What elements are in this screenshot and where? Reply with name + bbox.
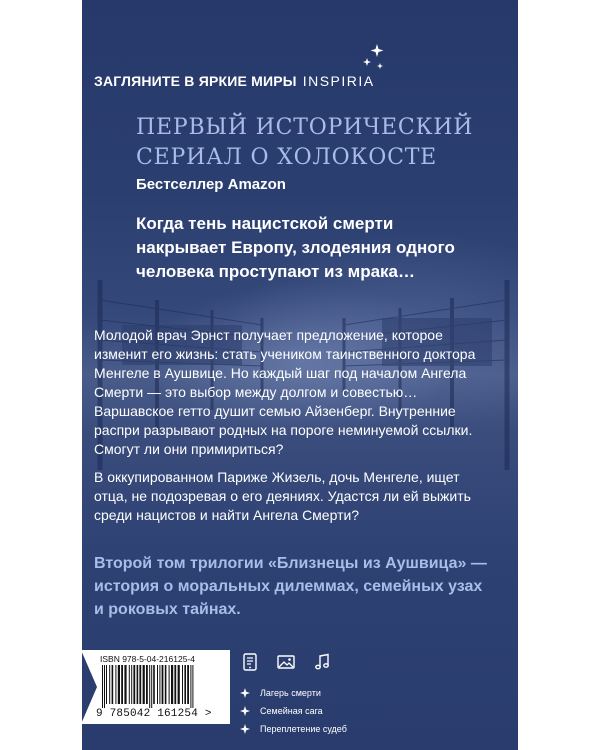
barcode-bar [137, 665, 139, 704]
ebook-icon [240, 652, 260, 672]
closing-line: и роковых тайнах. [94, 601, 241, 618]
paragraph-line: Молодой врач Эрнст получает предложение, которое [94, 327, 443, 343]
intro-line: Когда тень нацистской смерти [136, 214, 394, 233]
brand-tagline: ЗАГЛЯНИТЕ В ЯРКИЕ МИРЫ [94, 73, 297, 89]
sparkle-icon [240, 688, 250, 698]
music-note-icon [312, 652, 332, 672]
intro-line: накрывает Европу, злодеяния одного [136, 238, 455, 257]
back-cover [82, 0, 518, 750]
barcode-bar [190, 665, 191, 708]
barcode-block [82, 650, 230, 724]
paragraph-line: распри разрывают родных на пороге неминуемой ссылки. [94, 422, 473, 438]
paragraph-line: Смогут ли они примириться? [94, 441, 284, 457]
paragraph-line: Менгеле в Аушвице. Но каждый шаг под началом Ангела [94, 365, 467, 381]
synopsis-paragraph-1 [94, 326, 514, 402]
synopsis-paragraph-3 [94, 468, 514, 525]
inspiria-logo: INSPIRIA [302, 73, 375, 89]
sparkle-icon [240, 724, 250, 734]
tag-item [240, 684, 347, 702]
barcode-bar [162, 665, 164, 704]
sparkle-stars-icon [362, 44, 386, 72]
tag-item [240, 720, 347, 738]
paragraph-line: В оккупированном Париже Жизель, дочь Менгеле, ищет [94, 469, 460, 485]
barcode-bar [192, 665, 193, 708]
closing-line: Второй том трилогии «Близнецы из Аушвица» — [94, 555, 487, 572]
closing-line: история о моральных дилеммах, семейных узах [94, 578, 483, 595]
barcode-bar [118, 665, 120, 704]
intro-line: человека проступают из мрака… [136, 262, 415, 281]
paragraph-line: Смерти — это выбор между долгом и совестью… [94, 384, 418, 400]
barcode-bar [102, 665, 103, 708]
barcode-bar [149, 665, 150, 708]
barcode-bar [109, 665, 110, 704]
bestseller-label: Бестселлер Amazon [136, 176, 286, 193]
intro-blurb [136, 212, 516, 284]
paragraph-line: изменит его жизнь: стать учеником таинственного доктора [94, 346, 476, 362]
barcode-bar [112, 665, 114, 704]
tag-label: Семейная сага [260, 706, 323, 716]
synopsis-paragraph-2 [94, 402, 514, 459]
barcode-bar [171, 665, 173, 704]
barcode-bar [151, 665, 152, 708]
barcode-bar [121, 665, 123, 704]
barcode-bar [115, 665, 116, 704]
closing-statement [94, 552, 514, 621]
sparkle-icon [240, 706, 250, 716]
barcode-bar [131, 665, 132, 704]
barcode-bar [178, 665, 180, 704]
tag-label: Лагерь смерти [260, 688, 321, 698]
isbn-text: ISBN 978-5-04-216125-4 [100, 654, 195, 664]
barcode-bar [182, 665, 183, 704]
barcode-bar [184, 665, 186, 704]
genre-tags [240, 684, 347, 738]
barcode-bar [133, 665, 135, 704]
image-icon [276, 652, 296, 672]
barcode-bar [129, 665, 130, 704]
tag-label: Переплетение судеб [260, 724, 347, 734]
barcode-bar [139, 665, 141, 704]
barcode-bar [169, 665, 170, 704]
barcode-number: 9 785042 161254 > [96, 708, 212, 720]
tag-item [240, 702, 347, 720]
paragraph-line: отца, не подозревая о его деяниях. Удастся ли ей выжить [94, 488, 471, 504]
barcode-bar [153, 665, 155, 704]
barcode-bar [157, 665, 158, 704]
barcode-notch [82, 650, 97, 724]
barcode-bar [165, 665, 167, 704]
barcode-bar [146, 665, 148, 704]
barcode-bar [143, 665, 145, 704]
headline-line-2: СЕРИАЛ О ХОЛОКОСТЕ [136, 145, 438, 170]
barcode-bars [100, 665, 220, 708]
series-headline [136, 113, 473, 173]
barcode-bar [106, 665, 107, 704]
barcode-bar [174, 665, 176, 704]
barcode-bar [159, 665, 160, 704]
barcode-bar [124, 665, 126, 704]
barcode-bar [187, 665, 189, 704]
publisher-brand [94, 73, 375, 89]
paragraph-line: среди нацистов и найти Ангела Смерти? [94, 507, 360, 523]
headline-line-1: ПЕРВЫЙ ИСТОРИЧЕСКИЙ [136, 115, 474, 140]
paragraph-line: Варшавское гетто душит семью Айзенберг. Внутренние [94, 403, 456, 419]
barcode-bar [104, 665, 105, 708]
format-icons [240, 652, 332, 672]
